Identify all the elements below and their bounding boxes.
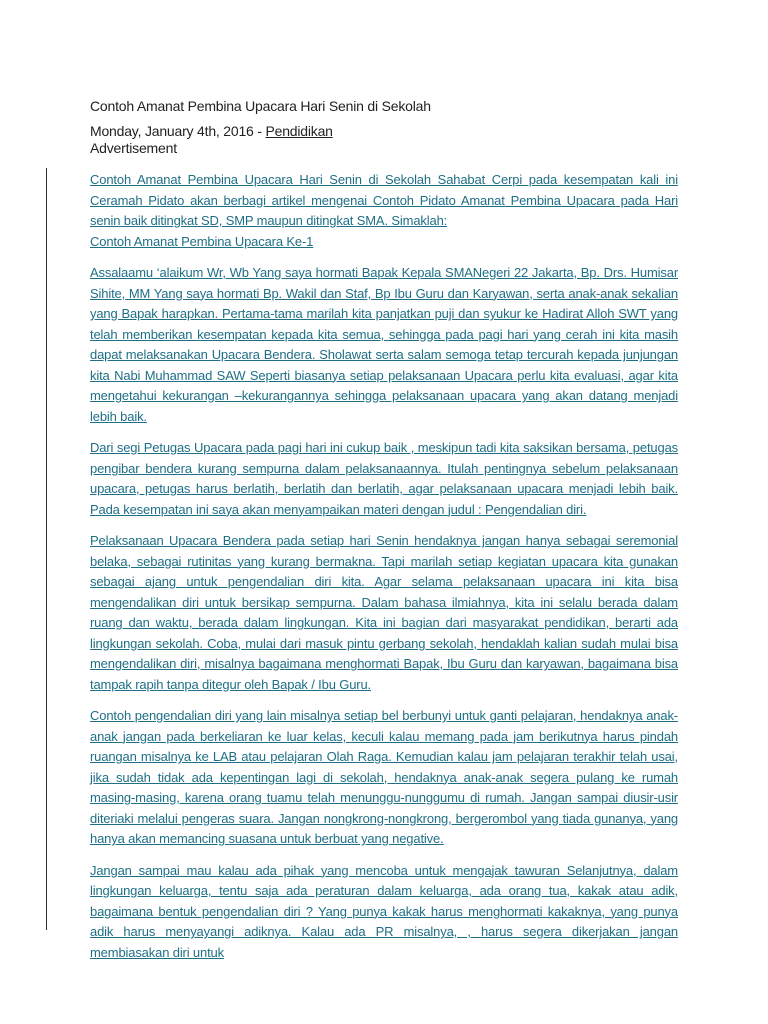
paragraph-text[interactable]: Contoh Amanat Pembina Upacara Hari Senin di Sekolah Sahabat Cerpi pada kesempatan kali ini Ceramah Pidato akan berbagi artikel mengenai Contoh Pidato Amanat Pembina Upacara pada Hari senin baik ditingkat SD, SMP maupun ditingkat SMA. Simaklah: (90, 172, 678, 228)
subheading[interactable]: Contoh Amanat Pembina Upacara Ke-1 (90, 233, 314, 249)
post-meta (90, 123, 690, 140)
article-body (90, 170, 678, 974)
paragraph[interactable]: Contoh pengendalian diri yang lain misalnya setiap bel berbunyi untuk ganti pelajaran, hendaknya anak-anak jangan pada berkeliaran ke luar kelas, keculi kalau memang pada jam berikutnya harus pindah ruangan misalnya ke LAB atau pelajaran Olah Raga. Kemudian kalau jam pelajaran terakhir telah usai, jika sudah tidak ada kepentingan lagi di sekolah, hendaknya anak-anak segera pulang ke rumah masing-masing, karena orang tuamu telah menunggu-nunggumu di rumah. Jangan sampai diusir-usir diteriaki melalui pengeras suara. Jangan nongkrong-nongkrong, bergerombol yang tiada gunanya, yang hanya akan memancing suasana untuk berbuat yang negative. (90, 708, 678, 846)
paragraph[interactable]: Dari segi Petugas Upacara pada pagi hari ini cukup baik , meskipun tadi kita saksikan bersama, petugas pengibar bendera kurang sempurna dalam pelaksanaannya. Itulah pentingnya sebelum pelaksanaan upacara, petugas harus berlatih, berlatih dan berlatih, agar pelaksanaan upacara menjadi lebih baik. Pada kesempatan ini saya akan menyampaikan materi dengan judul : Pengendalian diri. (90, 440, 678, 517)
advertisement-label: Advertisement (90, 140, 177, 156)
paragraph-intro[interactable] (90, 170, 678, 252)
margin-rule (46, 168, 47, 930)
paragraph[interactable]: Assalaamu ‘alaikum Wr, Wb Yang saya hormati Bapak Kepala SMANegeri 22 Jakarta, Bp. Drs. Humisar Sihite, MM Yang saya hormati Bp. Wakil dan Staf, Bp Ibu Guru dan Karyawan, serta anak-anak sekalian yang Bapak harapkan. Pertama-tama marilah kita panjatkan puji dan syukur ke Hadirat Alloh SWT yang telah memberikan kesempatan kepada kita semua, sehingga pada pagi hari yang cerah ini kita masih dapat melaksanakan Upacara Bendera. Sholawat serta salam semoga tetap tercurah kepada junjungan kita Nabi Muhammad SAW Seperti biasanya setiap pelaksanaan Upacara perlu kita evaluasi, agar kita mengetahui kekurangan –kekurangannya sehingga pelaksanaan upacara yang akan datang menjadi lebih baik. (90, 265, 678, 424)
page-title: Contoh Amanat Pembina Upacara Hari Senin di Sekolah (90, 98, 431, 114)
category-link[interactable]: Pendidikan (265, 123, 333, 139)
paragraph[interactable]: Jangan sampai mau kalau ada pihak yang mencoba untuk mengajak tawuran Selanjutnya, dalam lingkungan keluarga, tentu saja ada peraturan dalam keluarga, ada orang tua, kakak atau adik, bagaimana bentuk pengendalian diri ? Yang punya kakak harus menghormati kakaknya, yang punya adik harus menyayangi adiknya. Kalau ada PR misalnya, , harus segera dikerjakan jangan membiasakan diri untuk (90, 862, 678, 960)
article-header (90, 98, 690, 157)
paragraph[interactable]: Pelaksanaan Upacara Bendera pada setiap hari Senin hendaknya jangan hanya sebagai seremonial belaka, sebagai rutinitas yang kurang bermakna. Tapi marilah setiap kegiatan upacara kita gunakan sebagai ajang untuk pengendalian diri kita. Agar selama pelaksanaan upacara ini kita bisa mengendalikan diri untuk bersikap sempurna. Dalam bahasa ilmiahnya, kita ini selalu berada dalam ruang dan waktu, berada dalam lingkungan. Kita ini bagian dari masyarakat pendidikan, berarti ada lingkungan sekolah. Coba, mulai dari masuk pintu gerbang sekolah, hendaklah kalian sudah mulai bisa mengendalikan diri, misalnya bagaimana menghormati Bapak, Ibu Guru dan karyawan, bagaimana bisa tampak rapih tanpa ditegur oleh Bapak / Ibu Guru. (90, 533, 678, 692)
post-date: Monday, January 4th, 2016 - (90, 123, 266, 139)
